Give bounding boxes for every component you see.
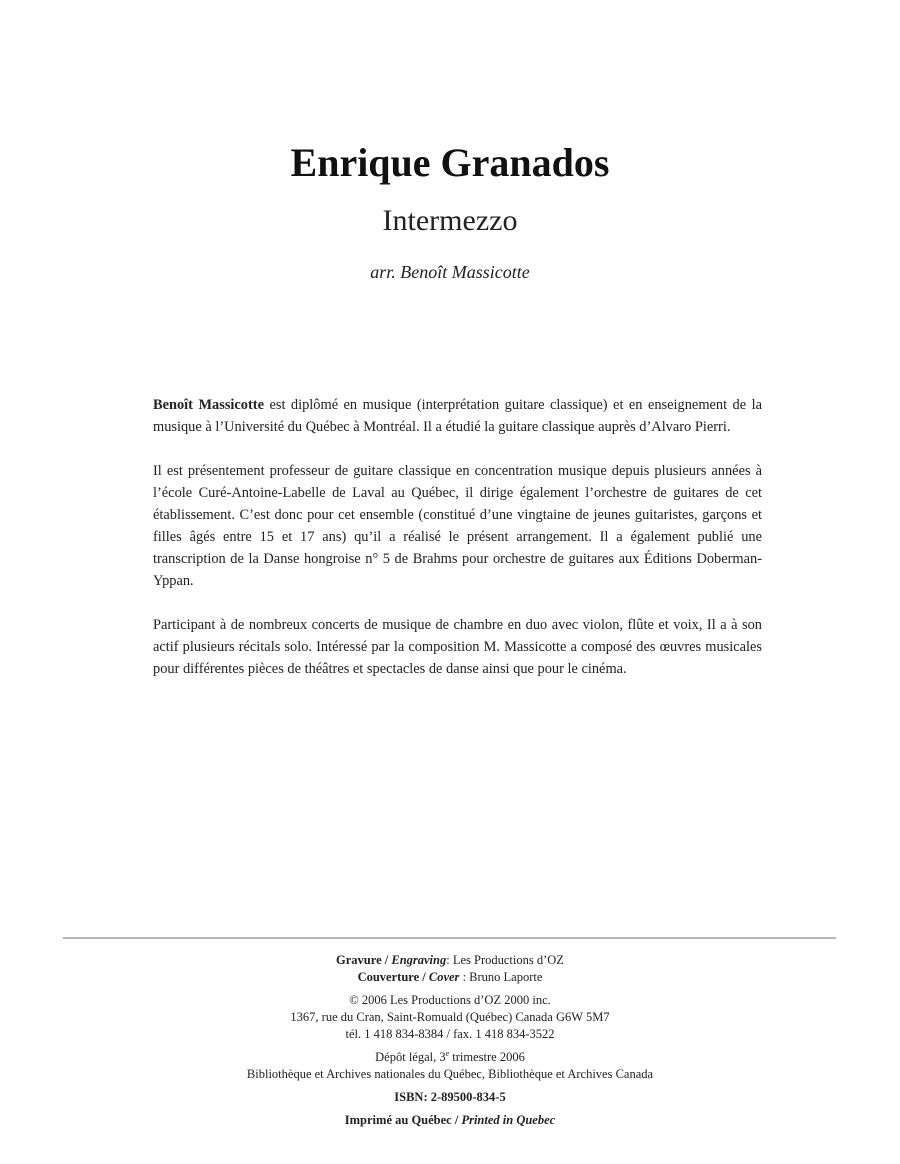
cover-credit (0, 969, 900, 986)
colophon (0, 952, 900, 1129)
cover-label-en: Cover (428, 970, 460, 984)
engraving-label-en: Engraving (391, 953, 447, 967)
printed-line (0, 1112, 900, 1129)
printed-en: Printed in Quebec (461, 1113, 556, 1127)
legal-deposit-prefix: Dépôt légal, 3 (375, 1050, 446, 1064)
phone-line: tél. 1 418 834-8384 / fax. 1 418 834-3522 (345, 1027, 555, 1041)
printed-fr: Imprimé au Québec / (344, 1113, 459, 1127)
copyright-line: © 2006 Les Productions d’OZ 2000 inc. (349, 993, 551, 1007)
footer-divider (63, 937, 836, 939)
composer-title: Enrique Granados (290, 140, 610, 185)
engraving-label-fr: Gravure / (336, 953, 389, 967)
cover-value: : Bruno Laporte (459, 970, 543, 984)
legal-deposit-superscript: e (445, 1048, 450, 1058)
bio-paragraph-1-text: est diplômé en musique (interprétation guitare classique) et en enseignement de la musique à l’Université du Québec à Montréal. Il a étudié la guitare classique auprès d’Alvaro Pierri. (153, 397, 763, 435)
address-line: 1367, rue du Cran, Saint-Romuald (Québec) Canada G6W 5M7 (290, 1010, 610, 1024)
bio-name: Benoît Massicotte (153, 397, 264, 413)
bio-paragraph-1 (153, 394, 762, 438)
piece-title: Intermezzo (382, 204, 518, 237)
bio-paragraph-3: Participant à de nombreux concerts de musique de chambre en duo avec violon, flûte et voix, Il a à son actif plusieurs récitals solo. Intéressé par la composition M. Massicotte a composé des œuvres musicales pour différentes pièces de théâtres et spectacles de danse ainsi que pour le cinéma. (153, 617, 762, 677)
cover-label-fr: Couverture / (357, 970, 426, 984)
isbn: ISBN: 2-89500-834-5 (394, 1090, 506, 1104)
arranger-credit: arr. Benoît Massicotte (370, 262, 530, 282)
engraving-credit (0, 952, 900, 969)
legal-deposit-suffix: trimestre 2006 (449, 1050, 525, 1064)
isbn-line (0, 1089, 900, 1106)
biography (153, 394, 762, 702)
bio-paragraph-2: Il est présentement professeur de guitare classique en concentration musique depuis plusieurs années à l’école Curé-Antoine-Labelle de Laval au Québec, il dirige également l’orchestre de guitares de cet établissement. C’est donc pour cet ensemble (constitué d’une vingtaine de jeunes guitaristes, garçons et filles âgés entre 15 et 17 ans) qu’il a réalisé le présent arrangement. Il a également publié une transcription de la Danse hongroise n° 5 de Brahms pour orchestre de guitares aux Éditions Doberman-Yppan. (153, 463, 762, 589)
legal-deposit-line (0, 1049, 900, 1066)
engraving-value: : Les Productions d’OZ (446, 953, 564, 967)
libraries-line: Bibliothèque et Archives nationales du Québec, Bibliothèque et Archives Canada (246, 1067, 654, 1081)
